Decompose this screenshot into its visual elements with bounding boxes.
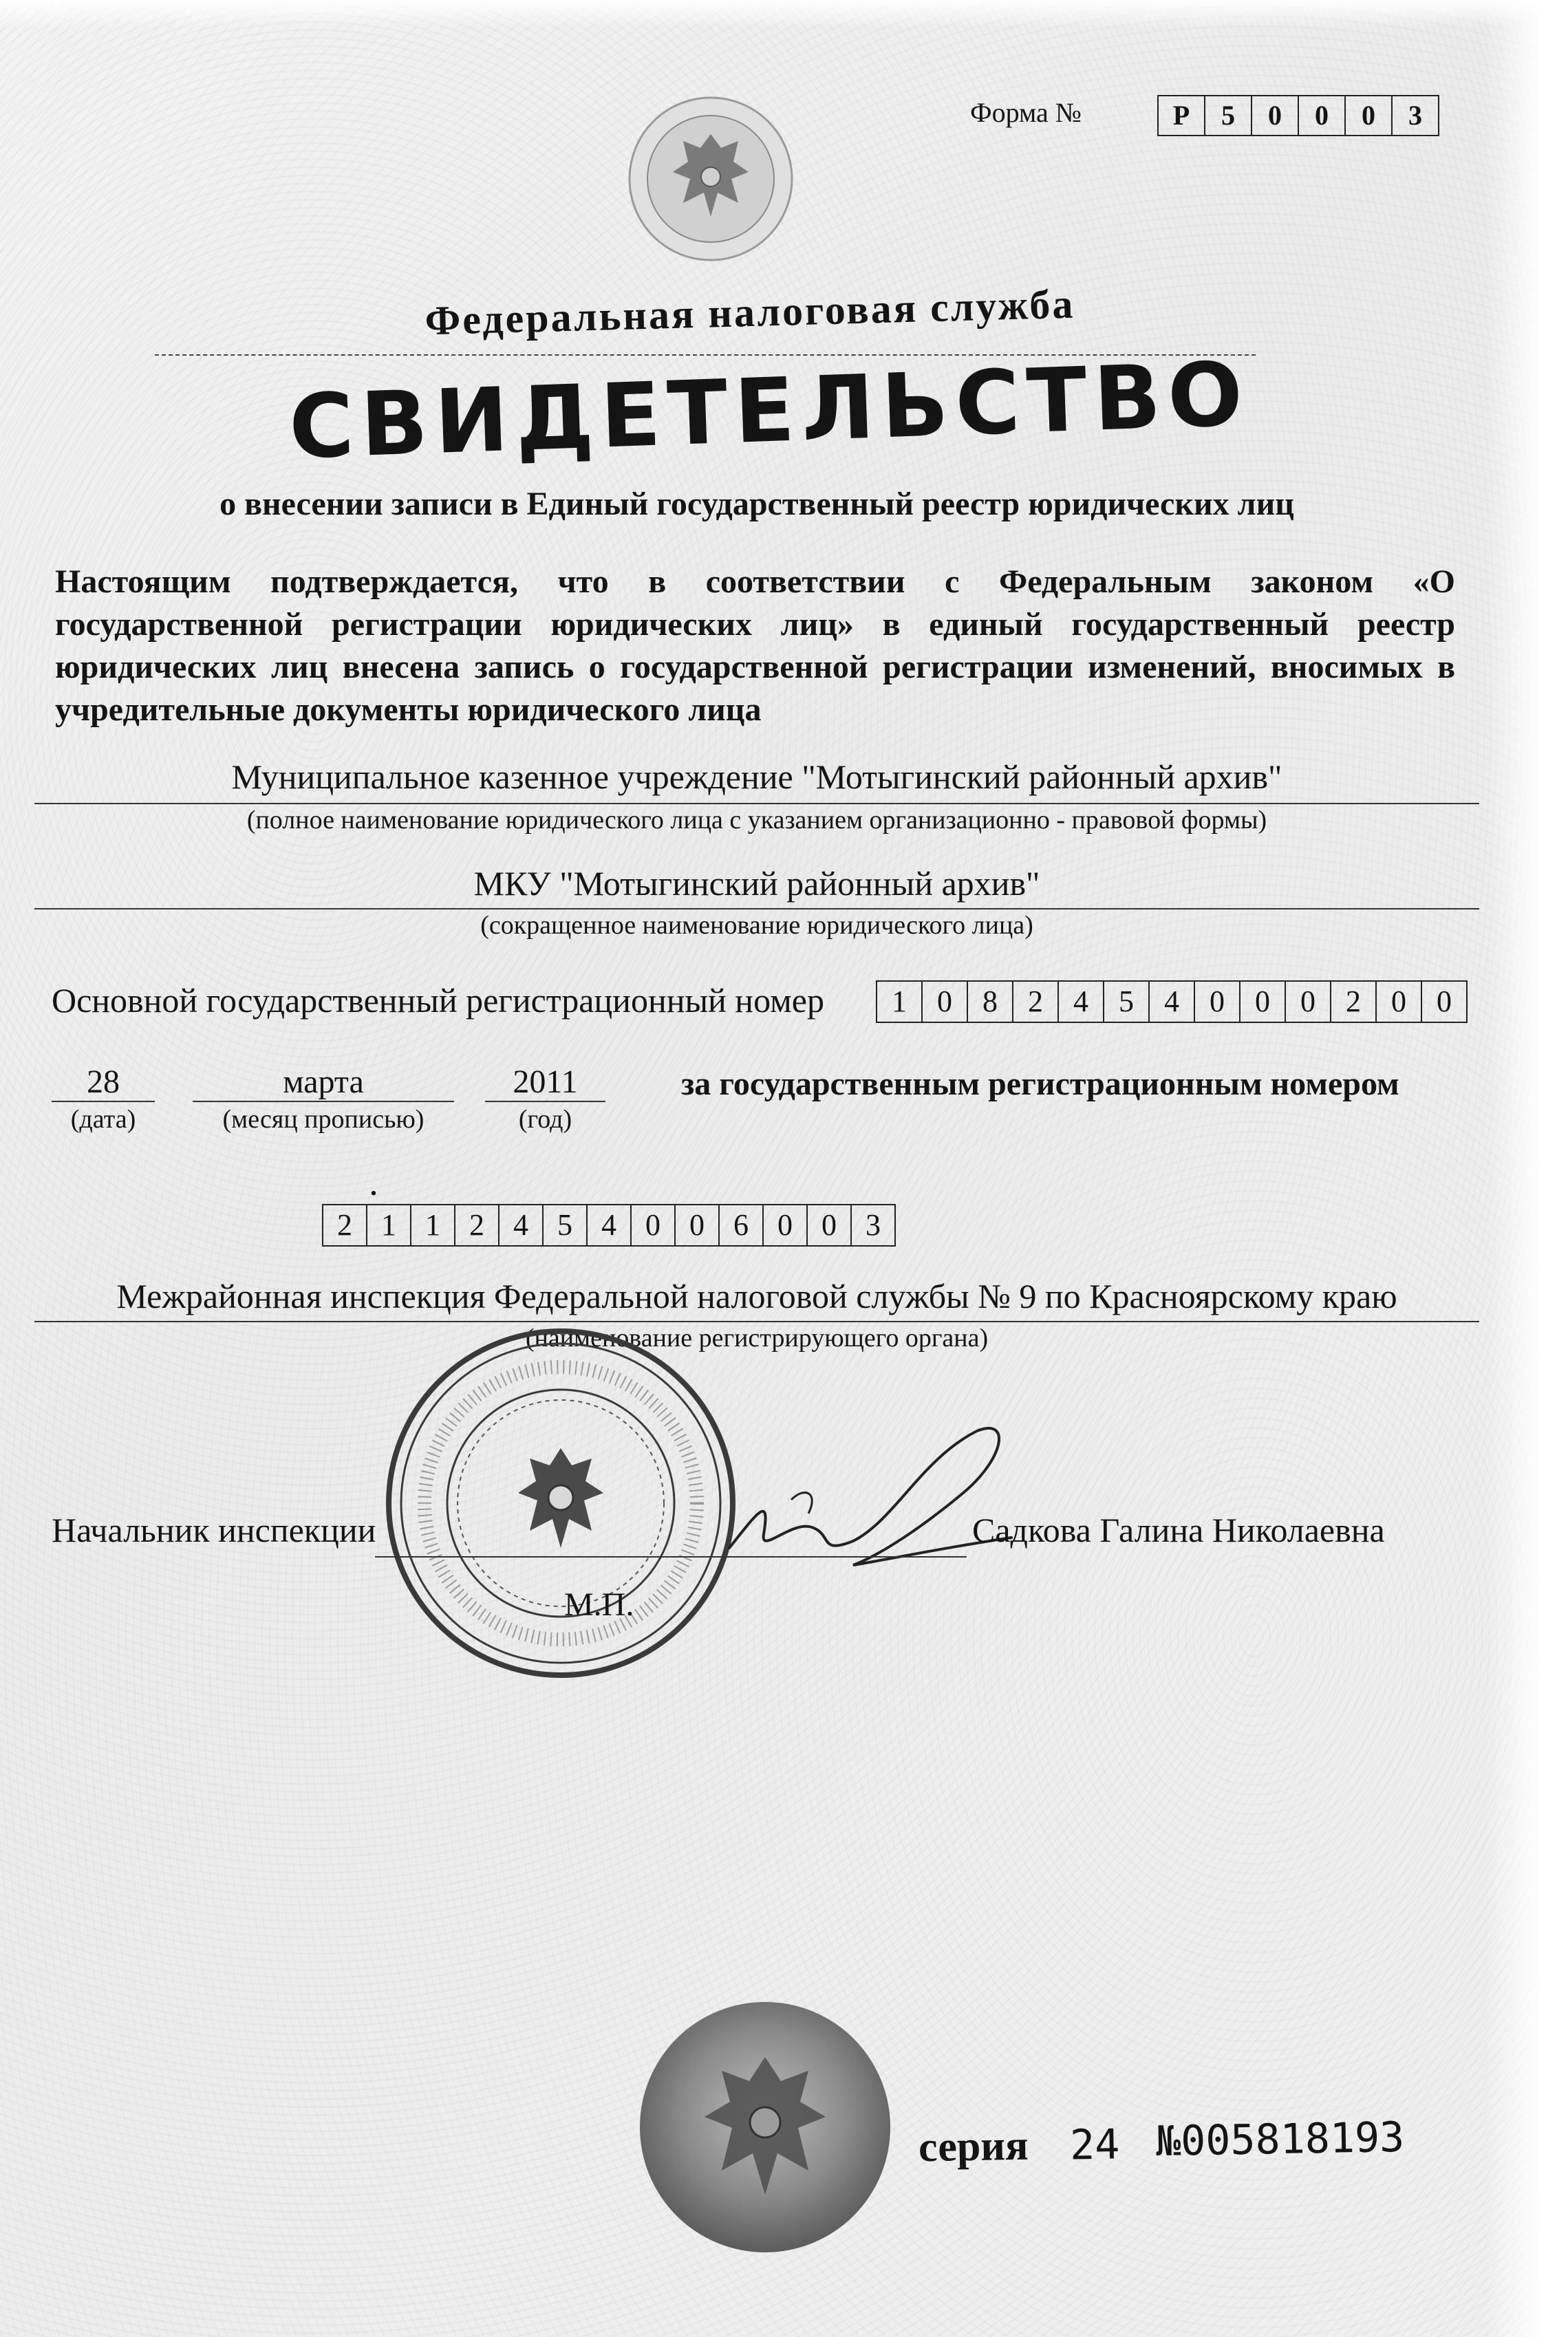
grn-digit: 5 [544,1205,588,1245]
entity-full-name: Муниципальное казенное учреждение "Мотыгинский районный архив" [231,757,1282,796]
grn-digit: 4 [588,1205,632,1245]
entity-short-name-caption: (сокращенное наименование юридического лица) [480,911,1033,940]
short-name-line [34,908,1479,909]
ogrn-digit: 0 [1195,982,1241,1022]
form-code-cell: 5 [1205,96,1252,135]
grn-digit: 0 [764,1205,808,1245]
ogrn-label: Основной государственный регистрационный номер [52,981,824,1020]
grn-digit: 2 [323,1205,367,1245]
grn-number [322,1204,896,1247]
ogrn-digit: 5 [1104,982,1150,1022]
handwritten-signature [716,1417,1032,1575]
form-code-cell: 0 [1299,96,1346,135]
paper-edge-top [0,0,1568,28]
grn-digit: 3 [866,1208,881,1242]
ogrn-digit: 4 [1059,982,1104,1022]
grn-digit: 1 [411,1205,455,1245]
grn-digit: 2 [455,1205,500,1245]
paper-edge-right [1485,0,1568,2337]
ogrn-digit: 2 [1331,982,1377,1022]
grn-digit: 1 [367,1205,411,1245]
entity-short-name: МКУ "Мотыгинский районный архив" [473,864,1040,903]
ogrn-digit: 2 [1013,982,1059,1022]
registration-year: 2011 [513,1064,578,1100]
form-code-cell: 3 [1408,100,1422,131]
official-seal-icon [382,1324,740,1682]
ogrn-digit: 0 [923,982,968,1022]
signature-line [375,1556,967,1558]
year-line [485,1101,605,1102]
ogrn-digit: 0 [1241,982,1286,1022]
month-caption: (месяц прописью) [222,1105,425,1134]
form-code-cell: Р [1159,96,1205,135]
grn-digit: 0 [632,1205,676,1245]
registration-month: марта [283,1064,364,1100]
registering-authority: Межрайонная инспекция Федеральной налоговой службы № 9 по Красноярскому краю [116,1277,1397,1315]
agency-name: Федеральная налоговая служба [424,281,1076,344]
authority-line [34,1321,1479,1322]
full-name-line [34,803,1479,804]
registration-number-phrase: за государственным регистрационным номером [681,1066,1399,1102]
month-line [193,1101,454,1102]
ogrn-digit: 0 [1377,982,1422,1022]
signatory-name: Садкова Галина Николаевна [972,1511,1385,1549]
grn-digit: 4 [500,1205,544,1245]
series-value: 24 [1069,2120,1120,2170]
signatory-title: Начальник инспекции [52,1511,376,1549]
ogrn-digit: 4 [1150,982,1195,1022]
document-subtitle: о внесении записи в Единый государственный реестр юридических лиц [219,486,1294,522]
day-line [52,1101,155,1102]
grn-digit: 0 [808,1205,852,1245]
form-number-code [1157,95,1439,136]
entity-full-name-caption: (полное наименование юридического лица с указанием организационно - правовой формы) [246,806,1267,834]
grn-digit: 0 [676,1205,720,1245]
certification-text: Настоящим подтверждается, что в соответствии с Федеральным законом «О государственной регистрации юридических лиц» в единый государственный реестр юридических лиц внесена запись о государственной регистрации изменений, вносимых в учредительные документы юридического лица [55,563,1455,728]
ogrn-number [876,980,1468,1023]
ogrn-digit: 0 [1437,984,1452,1018]
dot-mark: . [370,1170,377,1201]
year-caption: (год) [518,1105,572,1134]
day-caption: (дата) [70,1105,136,1134]
series-label: серия [918,2122,1029,2171]
hologram-emblem-icon [636,1999,894,2257]
form-code-cell: 0 [1346,96,1393,135]
seal-place-mark: М.П. [564,1586,634,1623]
certificate-number: №005818193 [1155,2113,1405,2166]
ogrn-digit: 0 [1286,982,1331,1022]
registration-day: 28 [87,1064,120,1100]
form-code-cell: 0 [1252,96,1299,135]
form-number-label: Форма № [970,97,1082,128]
grn-digit: 6 [720,1205,764,1245]
registering-authority-caption: (наименование регистрирующего органа) [525,1324,989,1353]
ogrn-digit: 1 [877,982,923,1022]
ogrn-digit: 8 [968,982,1013,1022]
document-title: СВИДЕТЕЛЬСТВО [287,343,1252,480]
state-emblem-icon [625,93,797,265]
